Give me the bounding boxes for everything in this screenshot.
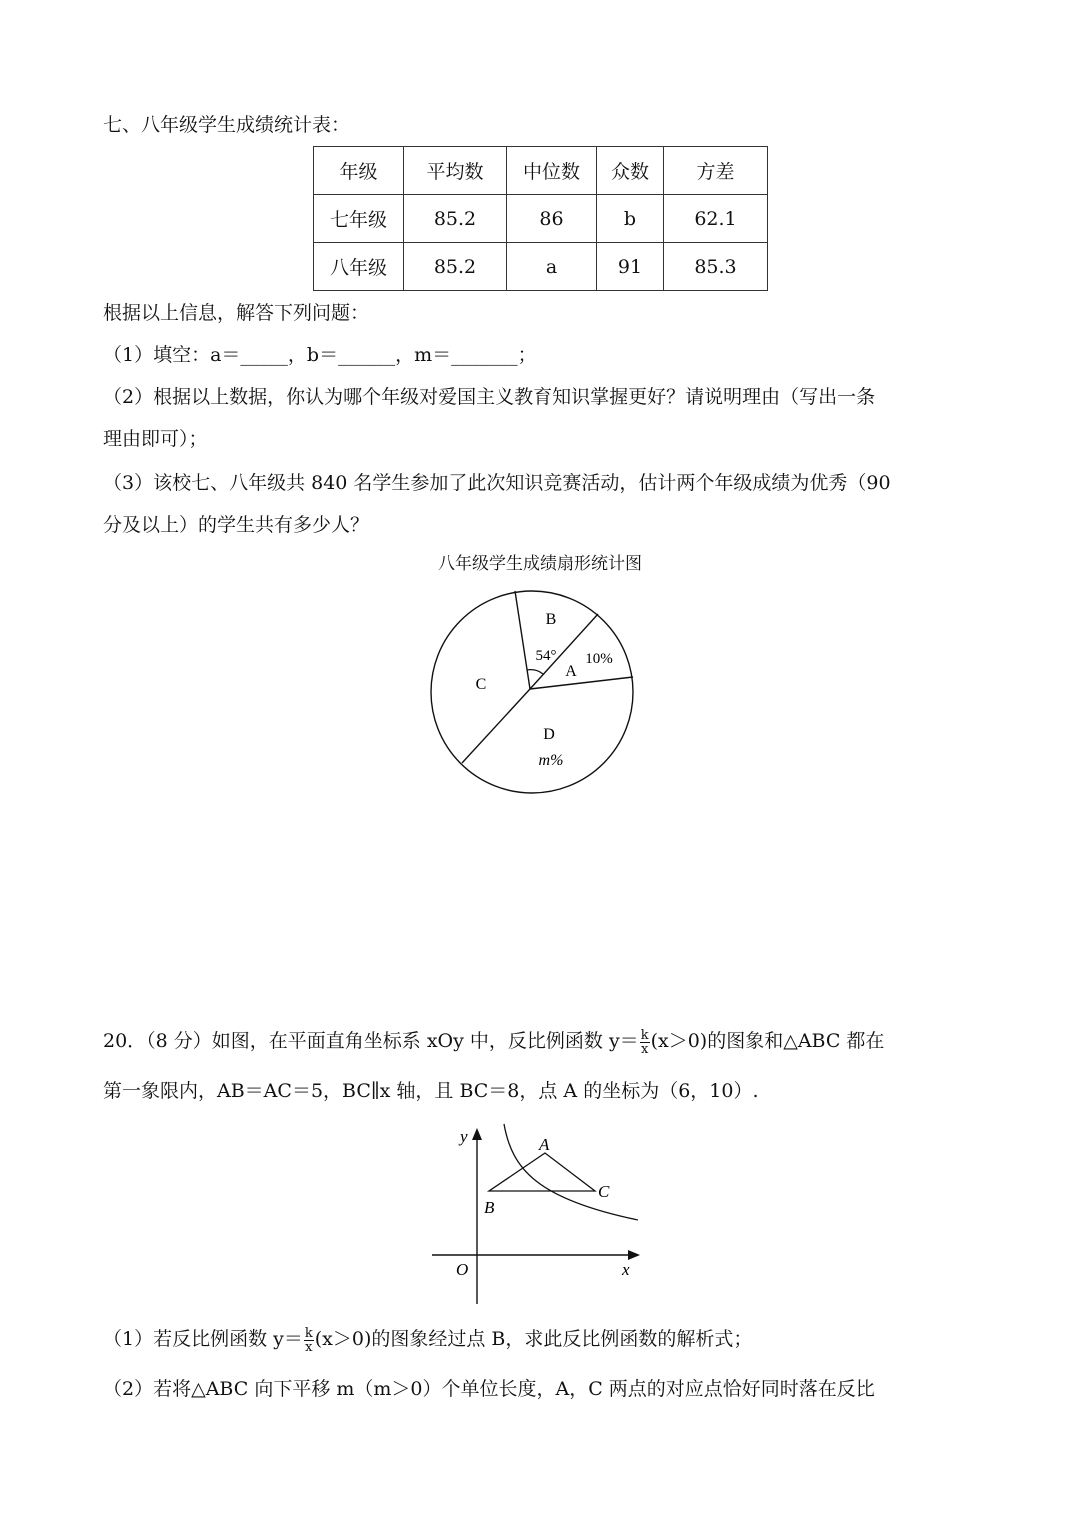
coordinate-figure <box>432 1124 652 1306</box>
table-cell: 85.3 <box>664 243 768 291</box>
table-cell: 八年级 <box>314 243 404 291</box>
problem-20-text: (x＞0)的图象和△ABC 都在 <box>650 1030 885 1052</box>
slice-label-c: C <box>475 676 487 693</box>
origin-label: O <box>456 1260 469 1279</box>
table-cell: 62.1 <box>664 195 768 243</box>
header-cell: 方差 <box>664 147 768 195</box>
problem-20-line-2: 第一象限内，AB＝AC＝5，BC∥x 轴，且 BC＝8，点 A 的坐标为（6，10）. <box>103 1080 759 1102</box>
question-1-text: (x＞0)的图象经过点 B，求此反比例函数的解析式； <box>314 1328 753 1350</box>
header-cell: 众数 <box>597 147 664 195</box>
table-cell: b <box>597 195 664 243</box>
table-cell: a <box>507 243 597 291</box>
question-2-line-2: 理由即可）； <box>103 428 208 450</box>
x-axis-label: x <box>622 1260 630 1279</box>
y-axis-label: y <box>460 1127 468 1146</box>
pie-outline <box>431 591 633 793</box>
point-b-label: B <box>484 1198 495 1217</box>
fraction-numerator: k <box>640 1027 649 1043</box>
slice-d-percent-label: m% <box>538 752 564 769</box>
pie-divider-a-d <box>530 677 633 689</box>
pie-divider-b-c <box>515 591 530 689</box>
table-cell: 85.2 <box>404 243 507 291</box>
header-cell: 平均数 <box>404 147 507 195</box>
table-row <box>314 195 768 243</box>
question-3-line-1: （3）该校七、八年级共 840 名学生参加了此次知识竞赛活动，估计两个年级成绩为优秀（90 <box>103 472 891 494</box>
intro-text: 根据以上信息，解答下列问题： <box>103 302 370 324</box>
slice-label-d: D <box>543 726 555 743</box>
table-row <box>314 243 768 291</box>
fraction-denominator: x <box>640 1041 649 1057</box>
table-cell: 91 <box>597 243 664 291</box>
header-cell: 中位数 <box>507 147 597 195</box>
point-a-label: A <box>539 1135 550 1154</box>
question-3-line-2: 分及以上）的学生共有多少人？ <box>103 514 370 536</box>
table-cell: 86 <box>507 195 597 243</box>
fraction-k-over-x <box>640 1029 650 1056</box>
pie-divider-c-d <box>462 689 530 763</box>
table-cell: 七年级 <box>314 195 404 243</box>
problem-20-text: 20．（8 分）如图，在平面直角坐标系 xOy 中，反比例函数 y＝ <box>103 1030 639 1052</box>
fraction-denominator: x <box>305 1339 313 1355</box>
pie-chart <box>422 582 642 802</box>
problem-20-question-2: （2）若将△ABC 向下平移 m（m＞0）个单位长度，A，C 两点的对应点恰好同时落在反比 <box>103 1378 875 1400</box>
slice-b-angle-label: 54° <box>535 648 557 664</box>
table-cell: 85.2 <box>404 195 507 243</box>
score-stats-table <box>313 146 768 291</box>
pie-chart-title: 八年级学生成绩扇形统计图 <box>438 554 642 574</box>
question-1: （1）填空：a＝_____，b＝______，m＝_______； <box>103 344 537 366</box>
angle-arc-marker <box>527 670 543 674</box>
slice-label-a: A <box>565 663 577 680</box>
slice-a-percent-label: 10% <box>585 651 613 667</box>
problem-20-question-1 <box>103 1326 752 1354</box>
header-cell: 年级 <box>314 147 404 195</box>
section-title: 七、八年级学生成绩统计表： <box>103 114 351 136</box>
fraction-numerator: k <box>304 1325 313 1341</box>
point-c-label: C <box>598 1182 610 1201</box>
x-axis-arrow-icon <box>628 1250 640 1260</box>
problem-20-line-1 <box>103 1028 884 1056</box>
table-header-row <box>314 147 768 195</box>
slice-label-b: B <box>545 611 557 628</box>
fraction-k-over-x <box>304 1327 314 1354</box>
question-1-text: （1）若反比例函数 y＝ <box>103 1328 303 1350</box>
question-2-line-1: （2）根据以上数据，你认为哪个年级对爱国主义教育知识掌握更好？请说明理由（写出一条 <box>103 386 876 408</box>
y-axis-arrow-icon <box>472 1128 482 1140</box>
